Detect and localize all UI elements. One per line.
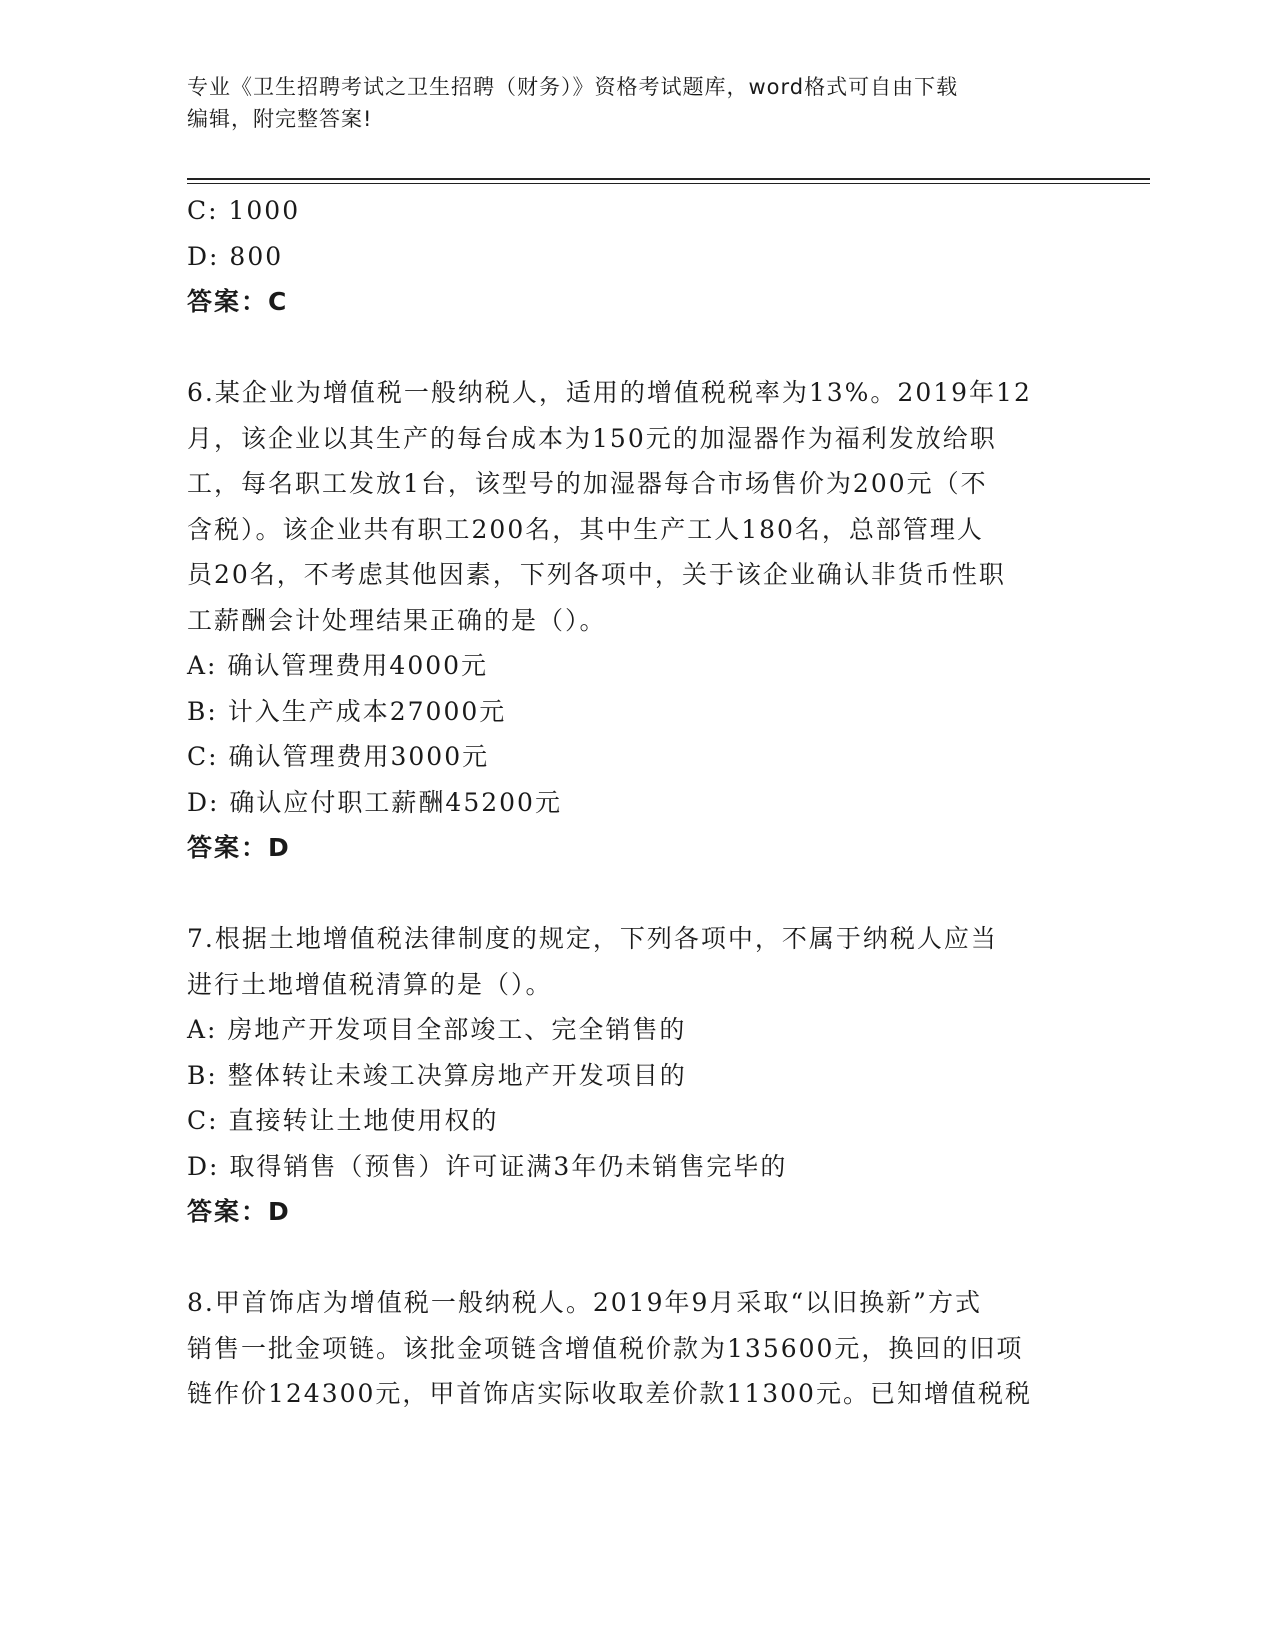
question-stem-line: 销售一批金项链。该批金项链含增值税价款为135600元，换回的旧项	[187, 1333, 1024, 1363]
prev-question	[187, 188, 1087, 325]
header-rule-thick	[187, 178, 1150, 180]
answer: 答案：C	[187, 287, 289, 316]
question-stem-line: 工薪酬会计处理结果正确的是（）。	[187, 605, 607, 635]
question-stem-line: 7.根据土地增值税法律制度的规定，下列各项中，不属于纳税人应当	[187, 924, 998, 953]
question-stem-line: 6.某企业为增值税一般纳税人，适用的增值税税率为13%。2019年12	[187, 378, 1032, 407]
option-d: D: 800	[187, 241, 284, 271]
header-rule-thin	[187, 183, 1150, 184]
question-6	[187, 370, 1087, 871]
question-7	[187, 916, 1087, 1235]
answer: 答案：D	[187, 1197, 291, 1226]
question-stem-line: 月，该企业以其生产的每台成本为150元的加湿器作为福利发放给职	[187, 423, 997, 453]
option-a: A: 房地产开发项目全部竣工、完全销售的	[187, 1015, 687, 1044]
question-stem-line: 员20名，不考虑其他因素，下列各项中，关于该企业确认非货币性职	[187, 560, 1006, 589]
question-stem-line: 链作价124300元，甲首饰店实际收取差价款11300元。已知增值税税	[187, 1379, 1032, 1408]
option-b: B: 计入生产成本27000元	[187, 696, 507, 726]
option-c: C: 1000	[187, 196, 301, 225]
question-8	[187, 1280, 1087, 1417]
option-d: D: 取得销售（预售）许可证满3年仍未销售完毕的	[187, 1151, 788, 1181]
question-stem-line: 8.甲首饰店为增值税一般纳税人。2019年9月采取“以旧换新”方式	[187, 1288, 982, 1317]
header-line-2: 编辑，附完整答案!	[187, 107, 373, 131]
header-line-1: 专业《卫生招聘考试之卫生招聘（财务）》资格考试题库，word格式可自由下载	[187, 75, 959, 99]
option-b: B: 整体转让未竣工决算房地产开发项目的	[187, 1060, 687, 1090]
document-header	[187, 71, 1087, 135]
option-a: A: 确认管理费用4000元	[187, 651, 489, 680]
question-stem-line: 含税）。该企业共有职工200名，其中生产工人180名，总部管理人	[187, 514, 984, 544]
answer: 答案：D	[187, 833, 291, 862]
question-stem-line: 进行土地增值税清算的是（）。	[187, 969, 553, 999]
document-body	[187, 188, 1087, 1417]
option-c: C: 确认管理费用3000元	[187, 742, 490, 771]
question-stem-line: 工，每名职工发放1台，该型号的加湿器每合市场售价为200元（不	[187, 469, 988, 498]
option-c: C: 直接转让土地使用权的	[187, 1106, 499, 1135]
option-d: D: 确认应付职工薪酬45200元	[187, 787, 562, 817]
